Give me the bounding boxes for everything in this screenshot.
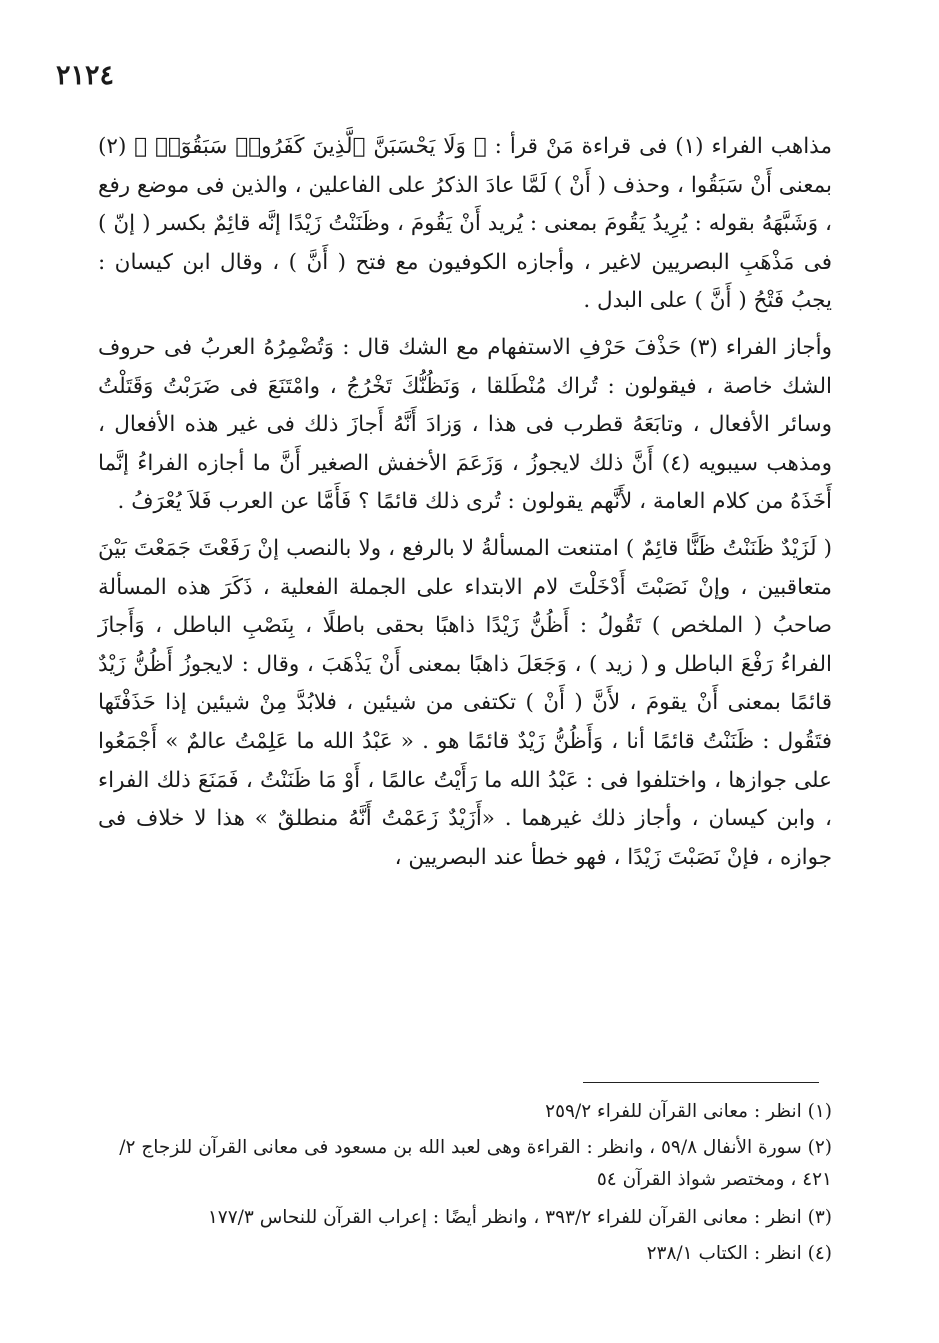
main-text <box>98 128 832 877</box>
paragraph-1: مذاهب الفراء (١) فى قراءة مَنْ قرأ : ﴿ وَلَا يَحْسَبَنَّ ٱلَّذِينَ كَفَرُوا۟ سَبَقُوٓا۟ ﴾ (٢) بمعنى أَنْ سَبَقُوا ، وحذف ( أَنْ ) لَمَّا عادَ الذكرُ على الفاعلين ، والذين فى موضع رفع ، وَشَبَّهَهُ بقوله : يُرِيدُ يَقُومَ بمعنى : يُريد أَنْ يَقُومَ ، وظَنَنْتُ زَيْدًا إنَّه قائِمٌ بكسر ( إنّ ) فى مَذْهَبِ البصريين لاغير ، وأجازه الكوفيون مع فتح ( أَنَّ ) ، وقال ابن كيسان : يجبُ فَتْحُ ( أَنَّ ) على البدل . <box>98 134 832 314</box>
footnotes <box>112 1096 832 1274</box>
footnote-2: (٢) سورة الأنفال ٥٩/٨ ، وانظر : القراءة وهى لعبد الله بن مسعود فى معانى القرآن للزجاج ٢/ ٤٢١ ، ومختصر شواذ القرآن ٥٤ <box>119 1137 832 1190</box>
footnote-4: (٤) انظر : الكتاب ٢٣٨/١ <box>646 1243 832 1264</box>
footnote-separator <box>583 1082 819 1083</box>
page-number: ٢١٢٤ <box>56 60 115 91</box>
paragraph-2: وأجاز الفراء (٣) حَذْفَ حَرْفِ الاستفهام مع الشك قال : وَتُضْمِرُهُ العربُ فى حروف الشك خاصة ، فيقولون : تُراك مُنْطَلقا ، وَنَظُنُّكَ تَخْرُجُ ، وامْتَنَعَ فى ضَرَبْتُ وَقَتَلْتُ وسائر الأفعال ، وتابَعَهُ قطرب فى هذا ، وَزادَ أَنَّهُ أَجازَ ذلك فى غير هذه الأفعال ، ومذهب سيبويه (٤) أَنَّ ذلك لايجوزُ ، وَزَعَمَ الأخفش الصغير أَنَّ ما أجازه الفراءُ إنَّما أَخَذَهُ من كلام العامة ، لأَنَّهم يقولون : تُرى ذلك قائمًا ؟ فَأَمَّا عن العرب فَلاَ يُعْرَفُ . <box>98 334 832 515</box>
footnote-3: (٣) انظر : معانى القرآن للفراء ٣٩٣/٢ ، وانظر أيضًا : إعراب القرآن للنحاس ١٧٧/٣ <box>207 1207 832 1228</box>
paragraph-3: ( لَزَيْدٌ ظَنَنْتُ ظَنًّا قائِمٌ ) امتنعت المسألةُ لا بالرفع ، ولا بالنصب إنْ رَفَعْتَ جَمَعْتَ بَيْنَ متعاقبين ، وإنْ نَصَبْتَ أَدْخَلْتَ لام الابتداء على الجملة الفعلية ، ذَكَرَ هذه المسألة صاحبُ ( الملخص ) تَقُولُ : أَظُنُّ زَيْدًا ذاهبًا بحقى باطلًا ، بِنَصْبِ الباطل ، وَأَجازَ الفراءُ رَفْعَ الباطل و ( زيد ) ، وَجَعَلَ ذاهبًا بمعنى أَنْ يَذْهَبَ ، وقال : لايجوزُ أَظُنُّ زَيْدٌ قائمًا بمعنى أَنْ يقومَ ، لأَنَّ ( أَنْ ) تكتفى من شيئين ، فلابُدَّ مِنْ شيئين إذا حَذَفْتَها فتَقُول : ظَنَنْتُ قائمًا أنا ، وَأَظُنُّ زَيْدٌ قائمًا هو . « عَبْدُ الله ما عَلِمْتُ عالمٌ » أَجْمَعُوا على جوازها ، واختلفوا فى : عَبْدُ الله ما رَأَيْتُ عالمًا ، أَوْ مَا ظَنَنْتُ ، فَمَنَعَ ذلك الفراء ، وابن كيسان ، وأجاز ذلك غيرهما . «أَزَيْدٌ زَعَمْتُ أَنَّهُ منطلقٌ » هذا لا خلاف فى جوازه ، فإنْ نَصَبْتَ زَيْدًا ، فهو خطأ عند البصريين ، <box>98 535 832 870</box>
footnote-1: (١) انظر : معانى القرآن للفراء ٢٥٩/٢ <box>545 1101 832 1122</box>
